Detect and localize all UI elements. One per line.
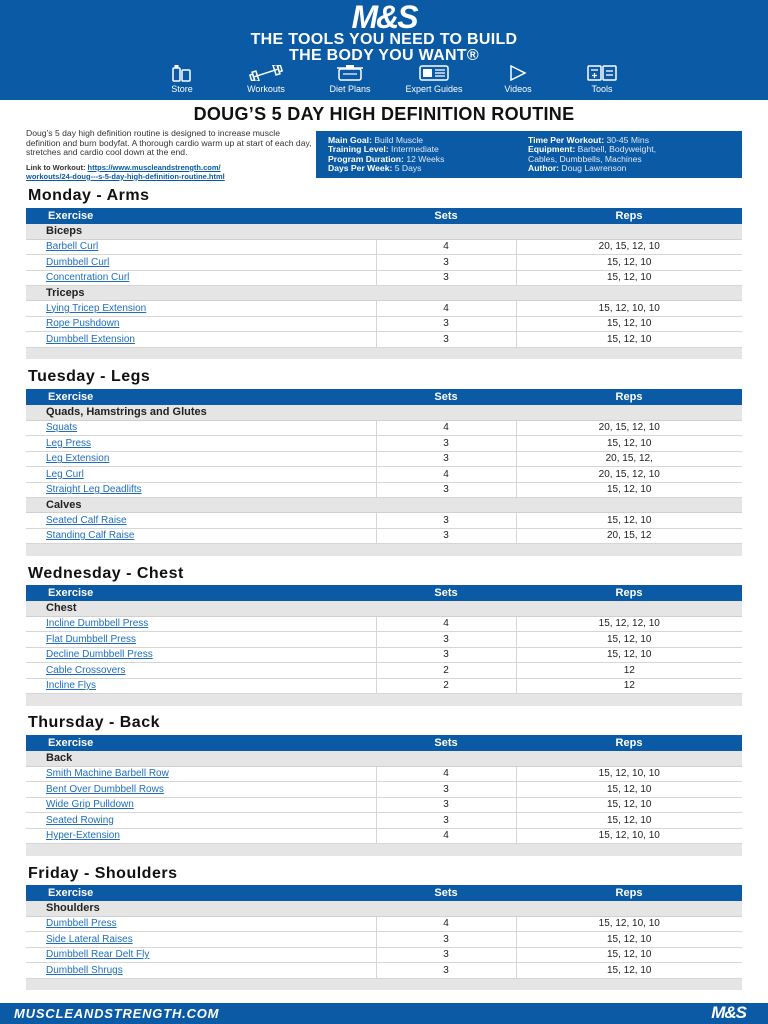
nav-item-videos[interactable]: Videos [476, 64, 560, 94]
exercise-link[interactable]: Leg Extension [46, 453, 110, 465]
exercise-link[interactable]: Seated Calf Raise [46, 514, 127, 526]
day-title-wednesday: Wednesday - Chest [28, 565, 184, 582]
table-row: Wide Grip Pulldown 3 15, 12, 10 [26, 797, 742, 813]
nav-item-diet-plans[interactable]: Diet Plans [308, 64, 392, 94]
table-monday [26, 208, 742, 359]
table-row: Cable Crossovers 2 12 [26, 663, 742, 679]
group-row: Shoulders [26, 901, 742, 916]
footer-logo[interactable]: M&S [711, 1003, 746, 1022]
exercise-link[interactable]: Smith Machine Barbell Row [46, 768, 169, 780]
page-title: DOUG’S 5 DAY HIGH DEFINITION ROUTINE [193, 104, 575, 124]
exercise-link[interactable]: Decline Dumbbell Press [46, 649, 153, 661]
table-row: Decline Dumbbell Press 3 15, 12, 10 [26, 647, 742, 663]
table-row: Straight Leg Deadlifts 3 15, 12, 10 [26, 482, 742, 498]
table-row: Concentration Curl 3 15, 12, 10 [26, 270, 742, 286]
days-per-week: Days Per Week: 5 Days [328, 162, 422, 173]
table-row: Smith Machine Barbell Row 4 15, 12, 10, 10 [26, 766, 742, 782]
table-row: Dumbbell Curl 3 15, 12, 10 [26, 255, 742, 271]
table-header: Exercise Sets Reps [26, 585, 742, 601]
table-row: Side Lateral Raises 3 15, 12, 10 [26, 932, 742, 948]
brand-logo[interactable]: M&S [351, 0, 417, 35]
day-title-tuesday: Tuesday - Legs [28, 368, 151, 385]
exercise-link[interactable]: Dumbbell Rear Delt Fly [46, 949, 150, 961]
table-row: Leg Press 3 15, 12, 10 [26, 436, 742, 452]
table-row: Seated Calf Raise 3 15, 12, 10 [26, 513, 742, 529]
table-row: Hyper-Extension 4 15, 12, 10, 10 [26, 828, 742, 844]
exercise-link[interactable]: Barbell Curl [46, 241, 99, 253]
table-row: Dumbbell Shrugs 3 15, 12, 10 [26, 963, 742, 979]
main-goal: Main Goal: Build Muscle [328, 135, 424, 145]
site-header [0, 0, 768, 100]
exercise-link[interactable]: Dumbbell Extension [46, 333, 135, 345]
time-per-workout: Time Per Workout: 30-45 Mins [528, 135, 649, 145]
exercise-link[interactable]: Concentration Curl [46, 272, 130, 284]
table-row: Dumbbell Extension 3 15, 12, 10 [26, 332, 742, 348]
table-wednesday [26, 585, 742, 706]
tagline: THE TOOLS YOU NEED TO BUILD THE BODY YOU WANT® [250, 31, 518, 64]
table-footer-pad [26, 694, 742, 706]
exercise-link[interactable]: Dumbbell Press [46, 918, 117, 930]
table-friday [26, 885, 742, 990]
table-header: Exercise Sets Reps [26, 389, 742, 405]
author: Author: Doug Lawrenson [528, 162, 627, 173]
exercise-link[interactable]: Dumbbell Shrugs [46, 964, 123, 976]
exercise-link[interactable]: Incline Dumbbell Press [46, 618, 149, 630]
equipment-continued: Cables, Dumbbells, Machines [528, 153, 642, 164]
nav-item-workouts[interactable]: Workouts [224, 64, 308, 94]
play-icon [509, 64, 527, 82]
exercise-link[interactable]: Hyper-Extension [46, 830, 120, 842]
table-footer-pad [26, 844, 742, 856]
exercise-link[interactable]: Leg Curl [46, 468, 84, 480]
table-row: Dumbbell Rear Delt Fly 3 15, 12, 10 [26, 947, 742, 963]
table-tuesday [26, 389, 742, 556]
table-row: Incline Flys 2 12 [26, 678, 742, 694]
group-row: Biceps [26, 224, 742, 239]
workout-link[interactable]: https://www.muscleandstrength.com/ [87, 162, 221, 172]
footer-url[interactable]: MUSCLEANDSTRENGTH.COM [14, 1006, 220, 1021]
table-row: Lying Tricep Extension 4 15, 12, 10, 10 [26, 301, 742, 317]
calculator-icon [587, 64, 617, 82]
table-thursday [26, 735, 742, 856]
table-row: Incline Dumbbell Press 4 15, 12, 12, 10 [26, 616, 742, 632]
group-row: Calves [26, 498, 742, 513]
day-title-monday: Monday - Arms [28, 187, 150, 204]
table-header: Exercise Sets Reps [26, 735, 742, 751]
nav-item-expert-guides[interactable]: Expert Guides [392, 64, 476, 94]
table-row: Standing Calf Raise 3 20, 15, 12 [26, 528, 742, 544]
exercise-link[interactable]: Cable Crossovers [46, 664, 126, 676]
exercise-link[interactable]: Rope Pushdown [46, 318, 120, 330]
exercise-link[interactable]: Standing Calf Raise [46, 530, 135, 542]
table-row: Barbell Curl 4 20, 15, 12, 10 [26, 239, 742, 255]
table-footer-pad [26, 544, 742, 556]
training-level: Training Level: Intermediate [328, 144, 439, 155]
workout-link-line: Link to Workout: https://www.muscleandstrength.com/ workouts/24-doug---s-5-day-high-definition-routine.html [26, 162, 225, 181]
day-title-thursday: Thursday - Back [28, 714, 160, 731]
table-row: Dumbbell Press 4 15, 12, 10, 10 [26, 916, 742, 932]
table-row: Leg Curl 4 20, 15, 12, 10 [26, 467, 742, 483]
main-nav [140, 64, 644, 94]
table-row: Bent Over Dumbbell Rows 3 15, 12, 10 [26, 782, 742, 798]
guide-icon [419, 64, 449, 82]
exercise-link[interactable]: Flat Dumbbell Press [46, 633, 137, 645]
table-row: Squats 4 20, 15, 12, 10 [26, 420, 742, 436]
table-header: Exercise Sets Reps [26, 885, 742, 901]
exercise-link[interactable]: Side Lateral Raises [46, 933, 133, 945]
exercise-link[interactable]: Bent Over Dumbbell Rows [46, 783, 164, 795]
exercise-link[interactable]: Seated Rowing [46, 814, 114, 826]
scale-icon [335, 64, 365, 82]
exercise-link[interactable]: Dumbbell Curl [46, 256, 110, 268]
program-info-box [316, 131, 742, 178]
exercise-link[interactable]: Leg Press [46, 437, 92, 449]
nav-item-tools[interactable]: Tools [560, 64, 644, 94]
group-row: Chest [26, 601, 742, 616]
table-row: Rope Pushdown 3 15, 12, 10 [26, 316, 742, 332]
exercise-link[interactable]: Straight Leg Deadlifts [46, 484, 142, 496]
day-title-friday: Friday - Shoulders [28, 865, 178, 882]
exercise-link[interactable]: Wide Grip Pulldown [46, 799, 134, 811]
table-row: Seated Rowing 3 15, 12, 10 [26, 813, 742, 829]
exercise-link[interactable]: Lying Tricep Extension [46, 302, 147, 314]
site-footer [0, 1003, 768, 1024]
group-row: Triceps [26, 286, 742, 301]
equipment: Equipment: Barbell, Bodyweight, [528, 144, 656, 155]
table-footer-pad [26, 978, 742, 990]
dumbbell-icon [249, 64, 283, 82]
table-row: Leg Extension 3 20, 15, 12, [26, 451, 742, 467]
group-row: Back [26, 751, 742, 766]
exercise-link[interactable]: Incline Flys [46, 680, 97, 692]
intro-text: Doug’s 5 day high definition routine is designed to increase muscle definition and burn bodyfat. A thorough cardio warm up at start of each day, stretches and cardio cool down at the end. Link to Workout: https://www.muscleandstrength.com/ workouts/24-doug---s-5-day-high-definition-routine.html [26, 129, 316, 181]
group-row: Quads, Hamstrings and Glutes [26, 405, 742, 420]
table-header: Exercise Sets Reps [26, 208, 742, 224]
workout-link-continued[interactable]: workouts/24-doug---s-5-day-high-definition-routine.html [26, 171, 225, 181]
table-row: Flat Dumbbell Press 3 15, 12, 10 [26, 632, 742, 648]
table-footer-pad [26, 347, 742, 359]
nav-item-store[interactable]: Store [140, 64, 224, 94]
exercise-link[interactable]: Squats [46, 422, 78, 434]
store-icon [172, 64, 192, 82]
program-duration: Program Duration: 12 Weeks [328, 153, 445, 164]
